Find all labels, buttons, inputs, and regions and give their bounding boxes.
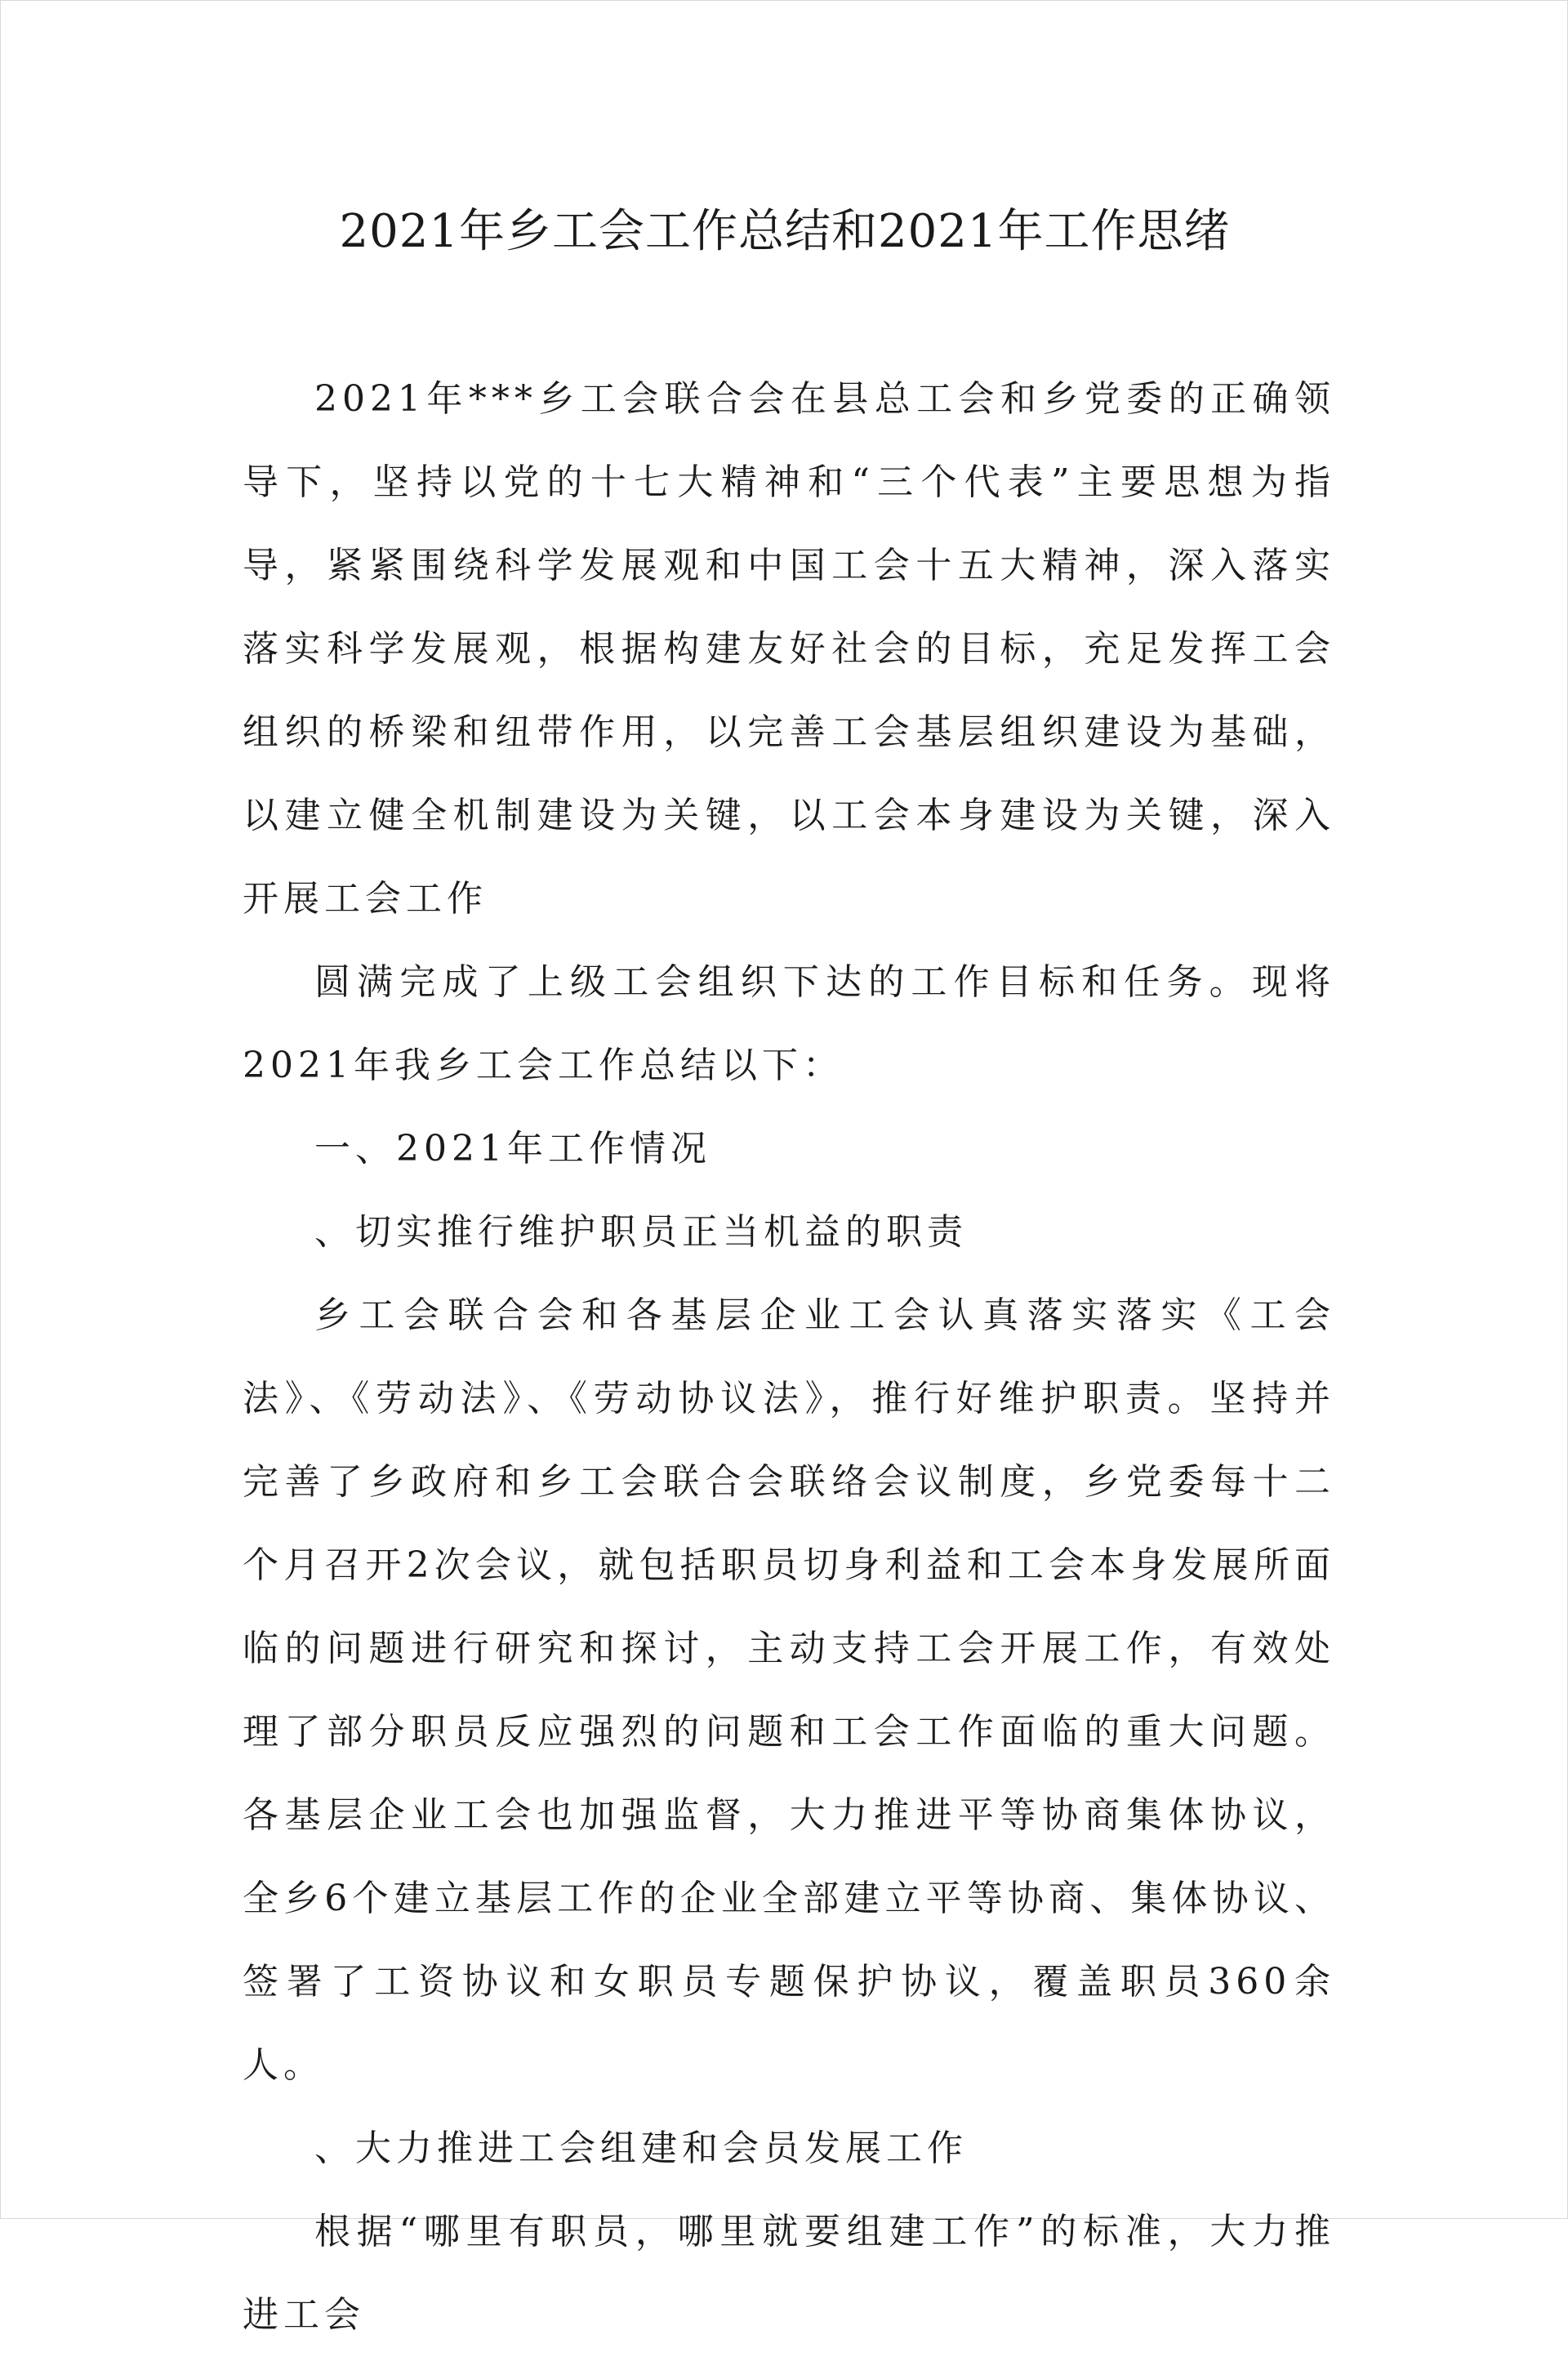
paragraph-rights: 乡工会联合会和各基层企业工会认真落实落实《工会法》、《劳动法》、《劳动协议法》，推行好维护职责。坚持并完善了乡政府和乡工会联合会联络会议制度，乡党委每十二个月召开2次会议，就包括职员切身利益和工会本身发展所面临的问题进行研究和探讨，主动支持工会开展工作，有效处理了部分职员反应强烈的问题和工会工作面临的重大问题。各基层企业工会也加强监督，大力推进平等协商集体协议，全乡6个建立基层工作的企业全部建立平等协商、集体协议、签署了工资协议和女职员专题保护协议，覆盖职员360余人。 <box>243 1294 1335 2086</box>
document-body <box>243 358 1335 2357</box>
paragraph-organization: 根据“哪里有职员，哪里就要组建工作”的标准，大力推进工会 <box>243 2211 1335 2336</box>
document-title: 2021年乡工会工作总结和2021年工作思绪 <box>339 205 1231 258</box>
paragraph-summary-intro: 圆满完成了上级工会组织下达的工作目标和任务。现将2021年我乡工会工作总结以下： <box>243 961 1335 1086</box>
subsection-heading-rights: 、切实推行维护职员正当机益的职责 <box>314 1211 968 1253</box>
section-heading-work-situation: 一、2021年工作情况 <box>314 1128 711 1170</box>
paragraph-intro: 2021年***乡工会联合会在县总工会和乡党委的正确领导下，坚持以党的十七大精神和“三个代表”主要思想为指导，紧紧围绕科学发展观和中国工会十五大精神，深入落实落实科学发展观，根据构建友好社会的目标，充足发挥工会组织的桥梁和纽带作用，以完善工会基层组织建设为基础，以建立健全机制建设为关键，以工会本身建设为关键，深入开展工会工作 <box>243 378 1335 920</box>
subsection-heading-organization: 、大力推进工会组建和会员发展工作 <box>314 2128 968 2169</box>
